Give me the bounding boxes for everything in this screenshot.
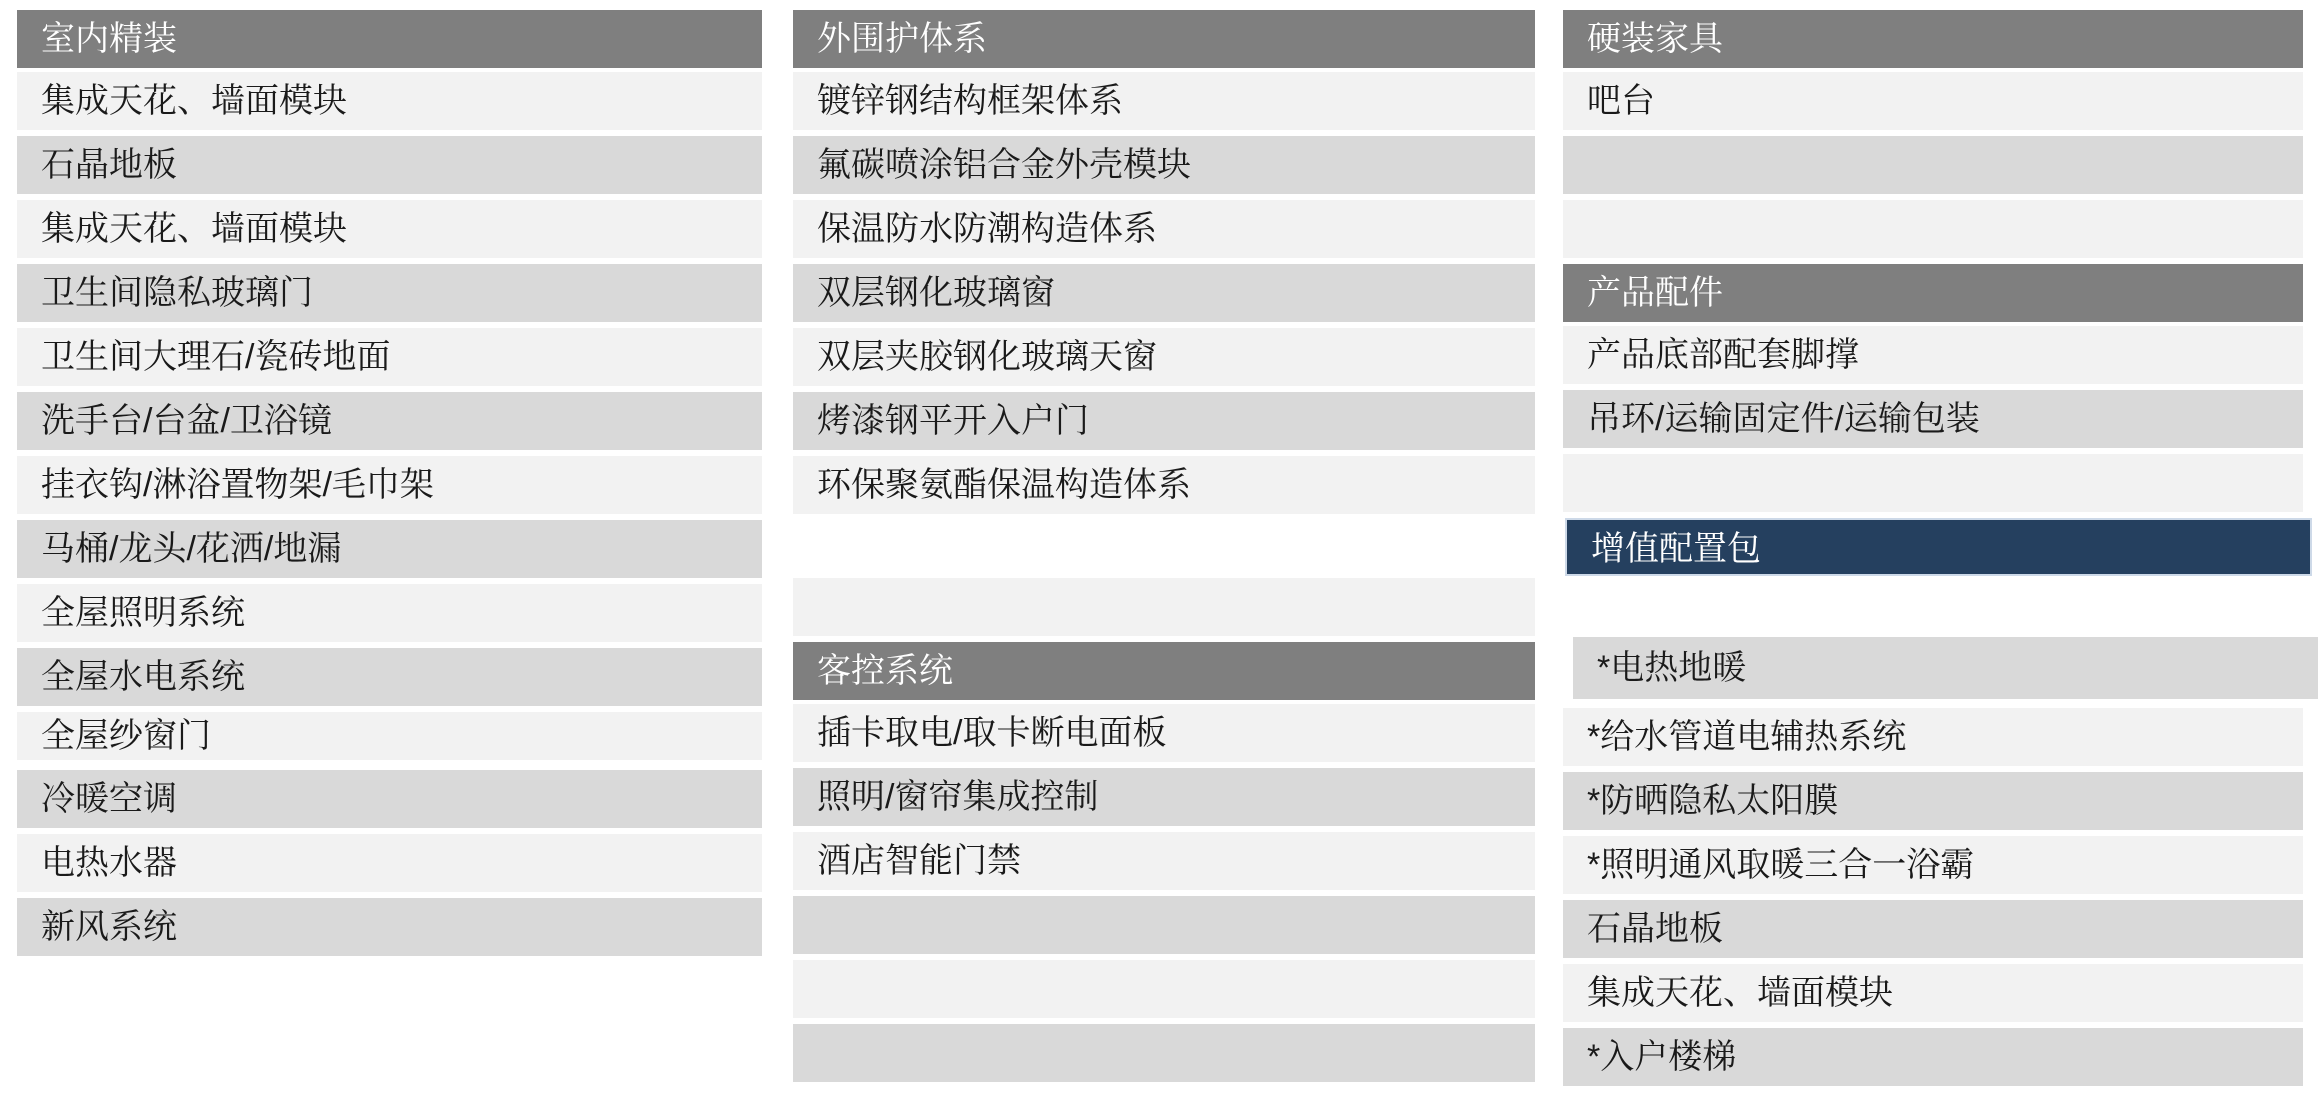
list-item: 集成天花、墙面模块 [17,200,762,258]
list-item-empty [793,896,1535,954]
list-item: 卫生间大理石/瓷砖地面 [17,328,762,386]
list-item: 电热水器 [17,834,762,892]
list-item-empty [1563,136,2303,194]
list-item: 双层钢化玻璃窗 [793,264,1535,322]
list-item: *电热地暖 [1573,637,2318,699]
list-item-empty [1563,200,2303,258]
column-interior-finish [17,10,762,962]
list-item: 吧台 [1563,72,2303,130]
list-item: 全屋纱窗门 [17,712,762,760]
list-item: 集成天花、墙面模块 [1563,964,2303,1022]
list-item: *照明通风取暖三合一浴霸 [1563,836,2303,894]
list-item: 洗手台/台盆/卫浴镜 [17,392,762,450]
list-item-empty [793,1024,1535,1082]
list-item: 冷暖空调 [17,770,762,828]
list-item: 新风系统 [17,898,762,956]
list-item: 挂衣钩/淋浴置物架/毛巾架 [17,456,762,514]
header-hard-furniture: 硬装家具 [1563,10,2303,68]
list-item: 吊环/运输固定件/运输包装 [1563,390,2303,448]
list-item-empty [793,960,1535,1018]
list-item: *给水管道电辅热系统 [1563,708,2303,766]
list-item: 产品底部配套脚撑 [1563,326,2303,384]
list-item: 环保聚氨酯保温构造体系 [793,456,1535,514]
list-item: 马桶/龙头/花洒/地漏 [17,520,762,578]
list-item: 氟碳喷涂铝合金外壳模块 [793,136,1535,194]
list-item: 全屋水电系统 [17,648,762,706]
list-item: *入户楼梯 [1563,1028,2303,1086]
column-furniture-accessories-addons [1563,10,2303,1092]
header-product-accessories: 产品配件 [1563,264,2303,322]
list-item: 照明/窗帘集成控制 [793,768,1535,826]
list-item: 双层夹胶钢化玻璃天窗 [793,328,1535,386]
column-envelope-and-guest-control [793,10,1535,1088]
list-item: *防晒隐私太阳膜 [1563,772,2303,830]
list-item-empty [793,578,1535,636]
header-envelope-system: 外围护体系 [793,10,1535,68]
list-item: 烤漆钢平开入户门 [793,392,1535,450]
header-interior-finish: 室内精装 [17,10,762,68]
list-item: 石晶地板 [17,136,762,194]
list-item: 镀锌钢结构框架体系 [793,72,1535,130]
list-item: 集成天花、墙面模块 [17,72,762,130]
list-item: 全屋照明系统 [17,584,762,642]
header-guest-control: 客控系统 [793,642,1535,700]
list-item: 卫生间隐私玻璃门 [17,264,762,322]
list-item: 酒店智能门禁 [793,832,1535,890]
list-item: 插卡取电/取卡断电面板 [793,704,1535,762]
list-item: 石晶地板 [1563,900,2303,958]
header-value-added-package: 增值配置包 [1565,518,2312,576]
list-item: 保温防水防潮构造体系 [793,200,1535,258]
list-item-empty [1563,454,2303,512]
